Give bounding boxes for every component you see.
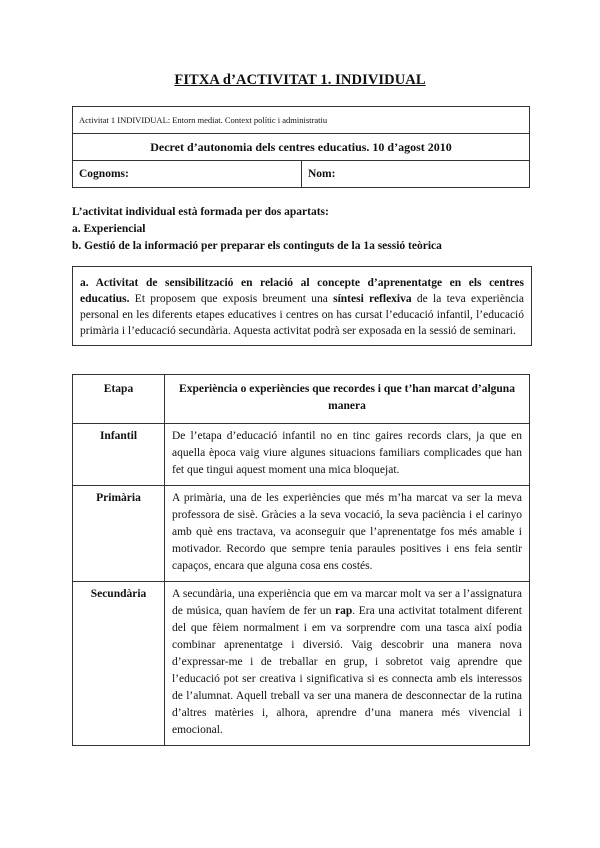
table-row [73, 424, 530, 486]
stage-label: Infantil [73, 424, 165, 486]
activity-a-box [72, 266, 532, 346]
experience-text[interactable] [165, 582, 530, 746]
activity-a-emphasis: síntesi reflexiva [333, 293, 412, 305]
decree-title: Decret d’autonomia dels centres educatius. 10 d’agost 2010 [73, 134, 530, 161]
intro-item-a: a. Experiencial [72, 223, 146, 235]
experience-table [72, 374, 530, 746]
column-header-stage: Etapa [73, 375, 165, 424]
activity-a-text: Et proposem que exposis breument una [129, 293, 334, 305]
intro-block [72, 204, 532, 255]
name-field[interactable]: Nom: [302, 161, 530, 188]
column-header-experience: Experiència o experiències que recordes i que t’han marcat d’alguna manera [165, 375, 530, 424]
intro-line: L’activitat individual està formada per dos apartats: [72, 206, 329, 218]
experience-text[interactable]: A primària, una de les experiències que més m’ha marcat va ser la meva professora de sisè. Gràcies a la seva vocació, la seva paciència i el carinyo amb què ens tractava, va aconseguir que l’aprenentatge fos més amable i motivador. Recordo que sempre tenia paraules positives i ens feia sentir capaços, encara que alguna cosa ens costés. [165, 486, 530, 582]
surname-field[interactable]: Cognoms: [73, 161, 302, 188]
header-table [72, 106, 530, 188]
activity-a-heading: a. Activitat de sensibilització en relació al concepte d’aprenentatge en els centres educatius. [80, 277, 524, 305]
experience-text-part: . Era una activitat totalment diferent del que fèiem normalment i em va sorprendre com una tasca així podia combinar aprenentatge i diversió. Vaig descobrir una manera nova d’expressar-me i de treballar en grup, i sobretot vaig aprendre que l’educació pot ser creativa i significativa si es connecta amb els interessos de l’alumnat. Aquell treball va ser una manera de desconnectar de la rutina d’altres matèries i, alhora, aprendre d’una manera més vivencial i emocional. [172, 605, 523, 736]
activity-line: Activitat 1 INDIVIDUAL: Entorn mediat. Context polític i administratiu [73, 107, 530, 134]
stage-label: Primària [73, 486, 165, 582]
experience-text[interactable]: De l’etapa d’educació infantil no en tinc gaires records clars, ja que en aquella època vaig viure algunes situacions familiars complicades que han fet que tingui aquest moment una mica bloquejat. [165, 424, 530, 486]
stage-label: Secundària [73, 582, 165, 746]
table-row [73, 486, 530, 582]
activity-a-text-cont: de la teva experiència personal en les diferents etapes educatives i centres on has cursat l’educació infantil, l’educació primària i l’educació secundària. Aquesta activitat podrà ser exposada en la sessió de seminari. [80, 293, 524, 337]
intro-item-b: b. Gestió de la informació per preparar els continguts de la 1a sessió teòrica [72, 240, 442, 252]
experience-text-bold: rap [334, 605, 353, 617]
page-title: FITXA d’ACTIVITAT 1. INDIVIDUAL [174, 72, 426, 88]
experience-text-part: A secundària, una experiència que em va marcar molt va ser a l’assignatura de música, quan havíem de fer un [172, 588, 522, 617]
table-row [73, 582, 530, 746]
table-header-row [73, 375, 530, 424]
